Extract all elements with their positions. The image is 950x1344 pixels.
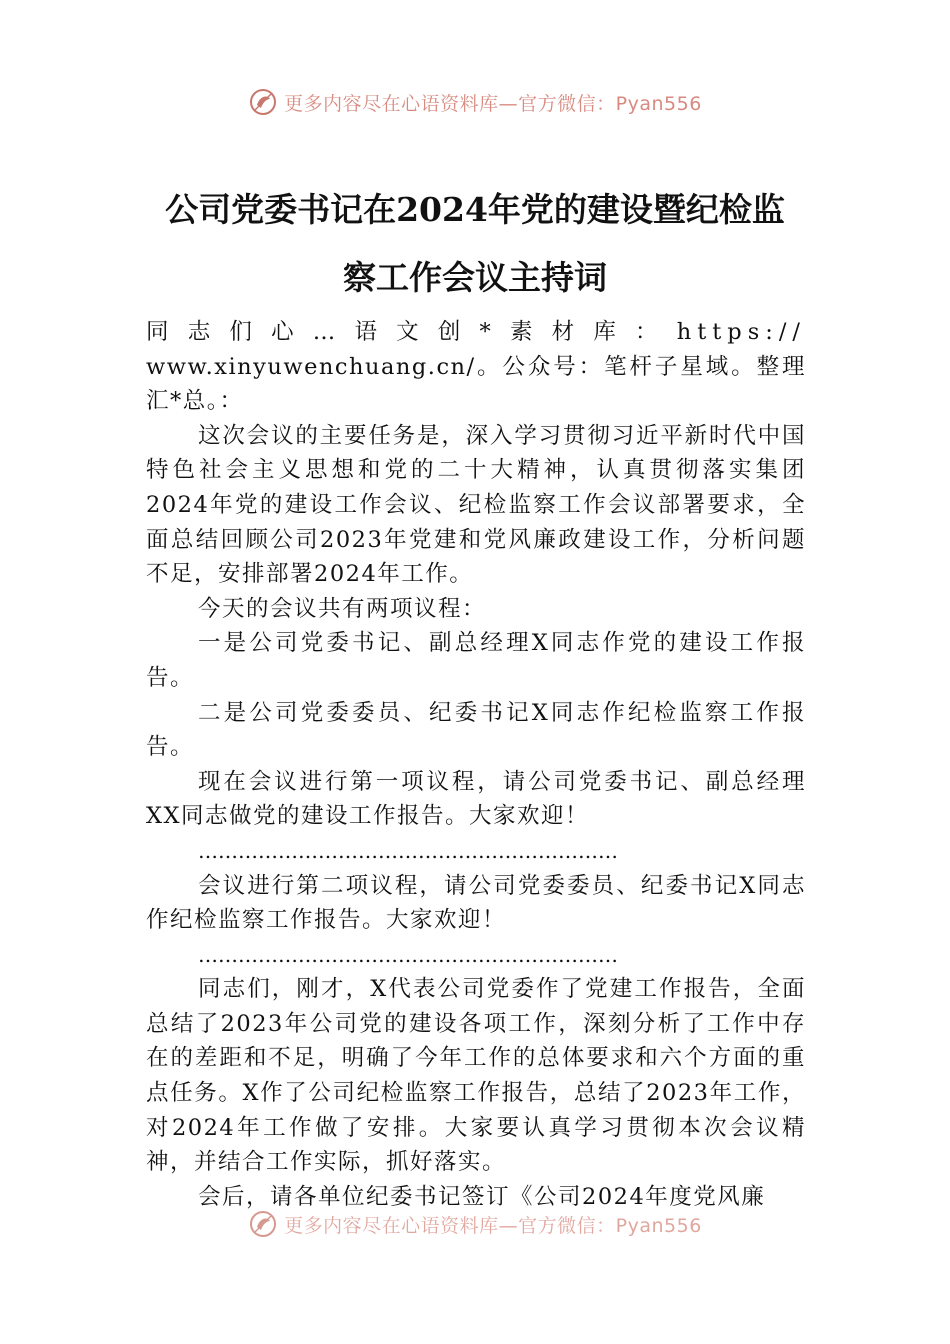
document-title-line-2: 察工作会议主持词 bbox=[343, 258, 607, 297]
paragraph-intro: 这次会议的主要任务是，深入学习贯彻习近平新时代中国特色社会主义思想和党的二十大精神，认真贯彻落实集团2024年党的建设工作会议、纪检监察工作会议部署要求，全面总结回顾公司2023年党建和党风廉政建设工作，分析问题不足，安排部署2024年工作。 bbox=[146, 422, 806, 588]
paragraph-second-item: 会议进行第二项议程，请公司党委委员、纪委书记X同志作纪检监察工作报告。大家欢迎！ bbox=[146, 872, 806, 934]
document-body bbox=[146, 315, 806, 1214]
paragraph-summary: 同志们，刚才，X代表公司党委作了党建工作报告，全面总结了2023年公司党的建设各项工作，深刻分析了工作中存在的差距和不足，明确了今年工作的总体要求和六个方面的重点任务。X作了公司纪检监察工作报告，总结了2023年工作，对2024年工作做了安排。大家要认真学习贯彻本次会议精神，并结合工作实际，抓好落实。 bbox=[146, 976, 806, 1176]
logo-icon bbox=[248, 1209, 278, 1239]
watermark-footer bbox=[0, 1204, 950, 1244]
logo-icon bbox=[248, 87, 278, 117]
paragraph-first-item: 现在会议进行第一项议程，请公司党委书记、副总经理XX同志做党的建设工作报告。大家欢迎！ bbox=[146, 768, 806, 830]
ellipsis-divider: ……………………………………………………… bbox=[198, 838, 618, 863]
watermark-text: 更多内容尽在心语资料库—官方微信：Pyan556 bbox=[284, 1214, 702, 1237]
paragraph-agenda-item-1: 一是公司党委书记、副总经理X同志作党的建设工作报告。 bbox=[146, 630, 806, 691]
paragraph-closing: 会后，请各单位纪委书记签订《公司2024年度党风廉 bbox=[198, 1183, 766, 1210]
source-line: 同志们心…语文创*素材库：https:// bbox=[146, 319, 806, 345]
paragraph-agenda: 今天的会议共有两项议程： bbox=[198, 595, 487, 622]
source-line-2: www.xinyuwenchuang.cn/。公众号：笔杆子星域。整理汇*总。： bbox=[146, 353, 806, 415]
paragraph-agenda-item-2: 二是公司党委委员、纪委书记X同志作纪检监察工作报告。 bbox=[146, 699, 806, 761]
ellipsis-divider: ……………………………………………………… bbox=[198, 942, 618, 967]
watermark-header bbox=[0, 82, 950, 122]
watermark-text: 更多内容尽在心语资料库—官方微信：Pyan556 bbox=[284, 92, 702, 115]
document-title-line-1: 公司党委书记在2024年党的建设暨纪检监 bbox=[165, 190, 785, 229]
